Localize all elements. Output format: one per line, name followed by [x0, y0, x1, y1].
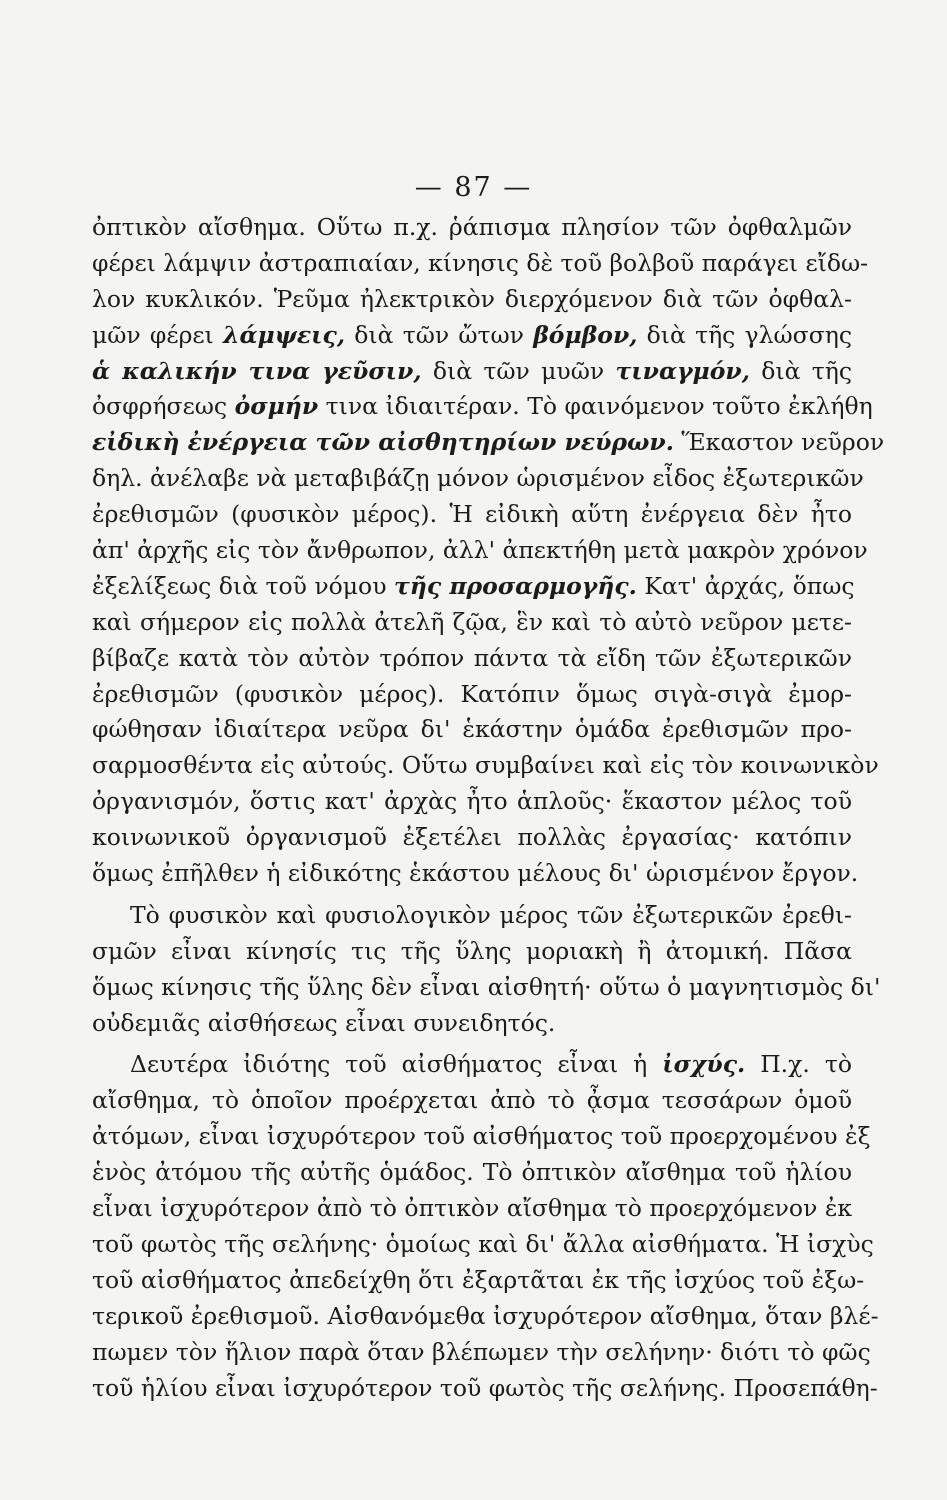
text-run: μῶν φέρει [92, 320, 223, 349]
page-number: — 87 — [414, 172, 533, 203]
text-run: τινα ἰδιαιτέραν. Τὸ φαινόμενον τοῦτο ἐκλήθη [318, 392, 873, 421]
text-line [92, 784, 852, 820]
text-line [92, 246, 869, 282]
text-run: εἶναι ἰσχυρότερον ἀπὸ τὸ ὀπτικὸν αἴσθημα τὸ προερχόμενον ἐκ [92, 1194, 853, 1223]
text-run: διὰ τῶν ὤτων [345, 320, 534, 349]
text-run: τοῦ φωτὸς τῆς σελήνης· ὁμοίως καὶ δι' ἄλλα αἰσθήματα. Ἡ ἰσχὺς [92, 1229, 874, 1258]
emphasis-text: ὀσμήν [234, 392, 319, 421]
text-line [92, 1263, 865, 1299]
text-line [92, 318, 852, 354]
text-run: καὶ σήμερον εἰς πολλὰ ἀτελῆ ζῷα, ἓν καὶ τὸ αὐτὸ νεῦρον μετε- [92, 607, 852, 636]
text-run: Τὸ φυσικὸν καὶ φυσιολογικὸν μέρος τῶν ἐξωτερικῶν ἐρεθι- [130, 900, 852, 929]
text-run: ὀπτικὸν αἴσθημα. Οὕτω π.χ. ῥάπισμα πλησίον τῶν ὀφθαλμῶν [92, 213, 852, 241]
emphasis-text: τῆς προσαρμογῆς. [393, 571, 637, 600]
text-line [92, 1371, 878, 1407]
text-run: ἀπ' ἀρχῆς εἰς τὸν ἄνθρωπον, ἀλλ' ἀπεκτήθη μετὰ μακρὸν χρόνον [92, 536, 868, 565]
text-run: τοῦ αἰσθήματος ἀπεδείχθη ὅτι ἐξαρτᾶται ἐκ τῆς ἰσχύος τοῦ ἐξω- [92, 1265, 865, 1294]
text-run: Δευτέρα ἰδιότης τοῦ αἰσθήματος εἶναι ἡ [130, 1050, 663, 1079]
text-line [92, 1119, 871, 1155]
text-line [92, 389, 873, 425]
text-run: σαρμοσθέντα εἰς αὐτούς. Οὕτω συμβαίνει καὶ εἰς τὸν κοινωνικὸν [92, 751, 879, 780]
text-line [92, 1047, 852, 1083]
text-run: δηλ. ἀνέλαβε νὰ μεταβιβάζῃ μόνον ὡρισμένον εἶδος ἐξωτερικῶν [92, 464, 864, 493]
text-run: ἑνὸς ἀτόμου τῆς αὐτῆς ὁμάδος. Τὸ ὀπτικὸν αἴσθημα τοῦ ἡλίου [92, 1158, 852, 1187]
text-run: Ἕκαστον νεῦρον [673, 428, 885, 457]
text-run: φώθησαν ἰδιαίτερα νεῦρα δι' ἑκάστην ὁμάδα ἐρεθισμῶν προ- [92, 715, 852, 744]
text-run: οὐδεμιᾶς αἰσθήσεως εἶναι συνειδητός. [92, 1008, 556, 1037]
text-line [92, 210, 852, 246]
text-run: ἐρεθισμῶν (φυσικὸν μέρος). Κατόπιν ὅμως σιγὰ-σιγὰ ἐμορ- [92, 679, 852, 708]
text-line [92, 820, 852, 856]
text-line [92, 461, 864, 497]
text-line [92, 934, 852, 970]
text-run: ἀτόμων, εἶναι ἰσχυρότερον τοῦ αἰσθήματος τοῦ προερχομένου ἐξ [92, 1122, 871, 1151]
text-line [92, 748, 879, 784]
text-line [92, 533, 868, 569]
text-line [92, 641, 852, 677]
text-line [92, 1006, 852, 1042]
text-line [92, 712, 852, 748]
text-run: Π.χ. τὸ [745, 1050, 852, 1079]
text-run: Κατ' ἀρχάς, ὅπως [636, 571, 855, 600]
text-run: ὀργανισμόν, ὅστις κατ' ἀρχὰς ἦτο ἁπλοῦς· ἕκαστον μέλος τοῦ [92, 787, 852, 816]
text-line [92, 354, 852, 390]
text-line [92, 282, 852, 318]
text-run: ὅμως κίνησις τῆς ὕλης δὲν εἶναι αἰσθητή· οὕτω ὁ μαγνητισμὸς δι' [92, 972, 881, 1001]
text-line [92, 898, 852, 934]
body-text [92, 210, 885, 1406]
text-run: ὅμως ἐπῆλθεν ἡ εἰδικότης ἑκάστου μέλους δι' ὡρισμένον ἔργον. [92, 859, 859, 888]
text-run: αἴσθημα, τὸ ὁποῖον προέρχεται ἀπὸ τὸ ᾆσμα τεσσάρων ὁμοῦ [92, 1086, 852, 1115]
emphasis-text: βόμβον, [533, 320, 638, 349]
text-run: βίβαζε κατὰ τὸν αὐτὸν τρόπον πάντα τὰ εἴδη τῶν ἐξωτερικῶν [92, 643, 852, 672]
emphasis-text: ἰσχύς. [662, 1050, 746, 1079]
text-line [92, 497, 852, 533]
text-line [92, 677, 852, 713]
text-line [92, 1227, 874, 1263]
text-run: διὰ τῆς [749, 356, 852, 385]
text-run: ἐξελίξεως διὰ τοῦ νόμου [92, 571, 394, 600]
text-run: τερικοῦ ἐρεθισμοῦ. Αἰσθανόμεθα ἰσχυρότερον αἴσθημα, ὅταν βλέ- [92, 1301, 879, 1330]
text-line [92, 856, 859, 892]
text-line [92, 1299, 879, 1335]
text-line [92, 425, 885, 461]
text-run: φέρει λάμψιν ἀστραπιαίαν, κίνησις δὲ τοῦ βολβοῦ παράγει εἴδω- [92, 248, 869, 277]
emphasis-text: λάμψεις, [222, 320, 346, 349]
text-run: πωμεν τὸν ἥλιον παρὰ ὅταν βλέπωμεν τὴν σελήνην· διότι τὸ φῶς [92, 1337, 871, 1366]
text-run: τοῦ ἡλίου εἶναι ἰσχυρότερον τοῦ φωτὸς τῆς σελήνης. Προσεπάθη- [92, 1373, 878, 1402]
text-run: ἐρεθισμῶν (φυσικὸν μέρος). Ἡ εἰδικὴ αὕτη ἐνέργεια δὲν ἦτο [92, 500, 852, 529]
text-run: διὰ τῆς γλώσσης [637, 320, 852, 349]
emphasis-text: τιναγμόν, [615, 356, 750, 385]
text-run: διὰ τῶν μυῶν [421, 356, 616, 385]
text-run: σμῶν εἶναι κίνησίς τις τῆς ὕλης μοριακὴ ἢ ἀτομική. Πᾶσα [92, 936, 852, 965]
text-line [92, 1083, 852, 1119]
text-line [92, 970, 881, 1006]
text-line [92, 1335, 871, 1371]
text-run: λον κυκλικόν. Ῥεῦμα ἠλεκτρικὸν διερχόμενον διὰ τῶν ὀφθαλ- [92, 284, 852, 313]
text-line [92, 1191, 852, 1227]
text-run: ὀσφρήσεως [92, 392, 235, 421]
text-line [92, 1155, 852, 1191]
emphasis-text: εἰδικὴ ἐνέργεια τῶν αἰσθητηρίων νεύρων. [92, 428, 674, 457]
text-line [92, 569, 855, 605]
text-run: κοινωνικοῦ ὀργανισμοῦ ἐξετέλει πολλὰς ἐργασίας· κατόπιν [92, 823, 852, 852]
emphasis-text: ἁ καλικήν τινα γεῦσιν, [92, 356, 422, 385]
text-line [92, 605, 852, 641]
